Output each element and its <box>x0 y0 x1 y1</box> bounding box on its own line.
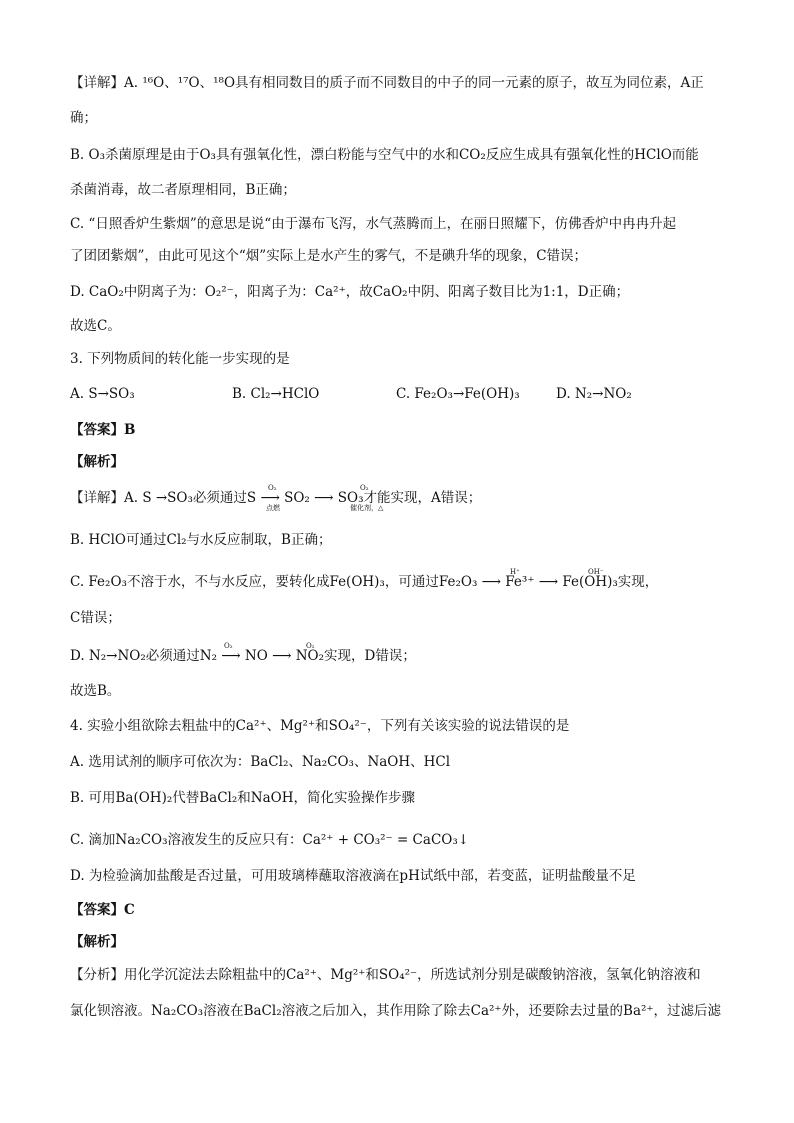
q3-detail-C-line1: C. Fe₂O₃不溶于水，不与水反应，要转化成Fe(OH)₃，可通过Fe₂O₃ ⟶ Fe³⁺ ⟶ Fe(OH)₃实现， <box>70 574 659 590</box>
q4-answer: 【答案】C <box>70 902 135 918</box>
q2-detail-B-line2: 杀菌消毒，故二者原理相同，B正确； <box>70 182 296 198</box>
q2-detail-D-line1: D. CaO₂中阴离子为：O₂²⁻，阳离子为：Ca²⁺，故CaO₂中阴、阳离子数目比为1:1，D正确； <box>70 284 630 300</box>
q4-analysis-heading: 【解析】 <box>70 934 124 950</box>
q3-option-a: A. S→SO₃ <box>70 386 135 402</box>
q3-detail-B: B. HClO可通过Cl₂与水反应制取，B正确； <box>70 532 332 548</box>
q3-A-arrow2-label-bottom: 催化剂，△ <box>350 504 384 512</box>
q2-detail-C-line1: C. “日照香炉生紫烟”的意思是说“由于瀑布飞泻，水气蒸腾而上，在丽日照耀下，仿佛香炉中冉冉升起 <box>70 216 677 232</box>
q3-option-c: C. Fe₂O₃→Fe(OH)₃ <box>396 386 520 402</box>
q3-option-b: B. Cl₂→HClO <box>232 386 320 402</box>
q3-A-arrow2-label-top: O₂ <box>360 484 369 492</box>
q4-option-a: A. 选用试剂的顺序可依次为：BaCl₂、Na₂CO₃、NaOH、HCl <box>70 754 451 770</box>
q2-detail-A-line2: 确； <box>70 110 97 126</box>
q4-option-b: B. 可用Ba(OH)₂代替BaCl₂和NaOH，简化实验操作步骤 <box>70 790 415 806</box>
q3-conclusion: 故选B。 <box>70 683 121 699</box>
q3-option-d: D. N₂→NO₂ <box>556 386 632 402</box>
q2-detail-B-line1: B. O₃杀菌原理是由于O₃具有强氧化性，漂白粉能与空气中的水和CO₂反应生成具有强氧化性的HClO而能 <box>70 147 699 163</box>
q3-C-arrow1-label: H⁺ <box>510 568 520 576</box>
q3-answer: 【答案】B <box>70 422 136 438</box>
q3-detail-C-line2: C错误； <box>70 610 121 626</box>
q4-option-d: D. 为检验滴加盐酸是否过量，可用玻璃棒蘸取溶液滴在pH试纸中部，若变蓝，证明盐酸量不足 <box>70 868 636 884</box>
q3-A-arrow1-label-bottom: 点燃 <box>266 504 280 512</box>
q3-analysis-heading: 【解析】 <box>70 454 124 470</box>
q3-A-arrow1-label-top: O₂ <box>268 484 277 492</box>
q4-fenxi-line1: 【分析】用化学沉淀法去除粗盐中的Ca²⁺、Mg²⁺和SO₄²⁻，所选试剂分别是碳酸钠溶液，氢氧化钠溶液和 <box>70 967 701 983</box>
q3-stem: 3. 下列物质间的转化能一步实现的是 <box>70 351 290 367</box>
q4-fenxi-line2: 氯化钡溶液。Na₂CO₃溶液在BaCl₂溶液之后加入，其作用除了除去Ca²⁺外，还要除去过量的Ba²⁺，过滤后滤 <box>70 1003 722 1019</box>
q3-detail-A: 【详解】A. S →SO₃必须通过S ⟶ SO₂ ⟶ SO₃才能实现，A错误； <box>70 490 482 506</box>
q2-conclusion: 故选C。 <box>70 318 121 334</box>
q4-stem: 4. 实验小组欲除去粗盐中的Ca²⁺、Mg²⁺和SO₄²⁻，下列有关该实验的说法错误的是 <box>70 718 570 734</box>
q2-detail-C-line2: 了团团紫烟”，由此可见这个“烟”实际上是水产生的雾气，不是碘升华的现象，C错误； <box>70 248 588 264</box>
q3-options <box>70 384 720 404</box>
q3-D-arrow2-label: O₂ <box>306 642 315 650</box>
q3-C-arrow2-label: OH⁻ <box>588 568 604 576</box>
q3-detail-D: D. N₂→NO₂必须通过N₂ ⟶ NO ⟶ NO₂实现，D错误； <box>70 648 416 664</box>
q2-detail-A-line1: 【详解】A. ¹⁶O、¹⁷O、¹⁸O具有相同数目的质子而不同数目的中子的同一元素的原子，故互为同位素，A正 <box>70 75 704 91</box>
q4-option-c: C. 滴加Na₂CO₃溶液发生的反应只有：Ca²⁺ + CO₃²⁻ = CaCO₃↓ <box>70 832 470 848</box>
q3-D-arrow1-label: O₂ <box>224 642 233 650</box>
